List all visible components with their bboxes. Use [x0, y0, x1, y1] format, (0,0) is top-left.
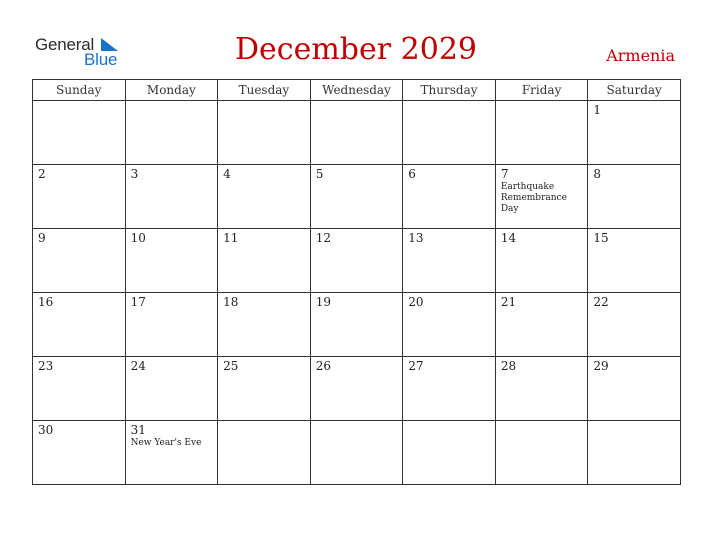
day-number: 18	[223, 295, 239, 309]
day-cell-content	[403, 229, 495, 291]
day-cell-content	[126, 293, 218, 355]
day-cell	[495, 357, 588, 421]
day-cell-content	[588, 165, 680, 227]
day-number: 1	[593, 103, 602, 117]
day-cell-content	[403, 293, 495, 355]
page-title: December 2029	[235, 32, 477, 67]
day-number: 16	[38, 295, 54, 309]
day-number: 8	[593, 167, 602, 181]
day-cell	[310, 421, 403, 485]
day-cell-content	[496, 293, 588, 355]
day-cell	[588, 357, 681, 421]
week-row	[33, 165, 681, 229]
day-cell	[33, 101, 126, 165]
week-row	[33, 293, 681, 357]
weekday-header-saturday: Saturday	[588, 80, 681, 101]
day-cell	[495, 229, 588, 293]
day-cell-content	[496, 421, 588, 483]
day-cell-content	[126, 357, 218, 419]
day-number: 27	[408, 359, 424, 373]
day-cell	[495, 101, 588, 165]
day-number: 24	[130, 359, 146, 373]
weekday-header-tuesday: Tuesday	[218, 80, 311, 101]
day-number: 25	[223, 359, 239, 373]
logo-word-general: General	[35, 35, 95, 54]
day-number: 28	[500, 359, 517, 373]
day-cell	[125, 101, 218, 165]
day-cell	[33, 421, 126, 485]
calendar-grid	[32, 79, 681, 485]
day-cell-content	[311, 101, 403, 163]
day-cell	[33, 357, 126, 421]
day-cell	[403, 229, 496, 293]
day-number: 14	[500, 231, 517, 245]
day-number: 15	[593, 231, 609, 245]
week-row	[33, 357, 681, 421]
day-cell	[218, 357, 311, 421]
day-cell	[310, 165, 403, 229]
day-cell-content	[588, 101, 680, 163]
week-row	[33, 101, 681, 165]
day-number: 21	[500, 295, 517, 309]
day-cell-content	[311, 229, 403, 291]
logo-word-blue: Blue	[84, 50, 118, 69]
day-cell	[218, 293, 311, 357]
day-cell-content	[496, 357, 588, 419]
day-cell-content	[33, 101, 125, 163]
day-cell-content	[311, 293, 403, 355]
day-cell	[310, 101, 403, 165]
day-cell	[588, 229, 681, 293]
day-cell	[33, 165, 126, 229]
weekday-header-wednesday: Wednesday	[310, 80, 403, 101]
day-cell-content	[496, 165, 588, 227]
day-cell	[495, 421, 588, 485]
day-cell	[588, 421, 681, 485]
weekday-header-row	[33, 80, 681, 101]
day-cell-content	[126, 165, 218, 227]
day-cell-content	[403, 421, 495, 483]
day-cell-content	[126, 101, 218, 163]
day-cell	[125, 357, 218, 421]
day-cell-content	[126, 421, 218, 483]
day-cell-content	[311, 165, 403, 227]
day-number: 5	[315, 167, 324, 181]
day-number: 22	[593, 295, 609, 309]
day-cell	[218, 165, 311, 229]
day-cell	[218, 421, 311, 485]
day-number: 20	[408, 295, 424, 309]
day-number: 7	[500, 167, 509, 181]
day-cell	[218, 101, 311, 165]
day-number: 13	[408, 231, 424, 245]
day-number: 31	[130, 423, 146, 437]
day-cell	[588, 101, 681, 165]
day-number: 10	[130, 231, 146, 245]
day-cell-content	[311, 421, 403, 483]
country-label: Armenia	[606, 46, 675, 65]
day-cell-content	[403, 357, 495, 419]
week-row	[33, 229, 681, 293]
weekday-header-sunday: Sunday	[33, 80, 126, 101]
day-cell	[125, 293, 218, 357]
day-cell	[310, 357, 403, 421]
holiday-label: Earthquake Remembrance Day	[500, 182, 567, 214]
day-number: 23	[38, 359, 54, 373]
day-cell-content	[33, 165, 125, 227]
day-cell	[588, 165, 681, 229]
day-cell	[33, 293, 126, 357]
day-cell-content	[33, 421, 125, 483]
day-cell	[495, 165, 588, 229]
day-cell-content	[588, 229, 680, 291]
day-number: 6	[408, 167, 416, 181]
day-number: 26	[315, 359, 331, 373]
day-cell-content	[403, 101, 495, 163]
day-number: 29	[593, 359, 609, 373]
day-cell	[125, 421, 218, 485]
day-number: 30	[38, 423, 54, 437]
day-number: 17	[130, 295, 146, 309]
day-cell	[403, 293, 496, 357]
day-number: 9	[38, 231, 46, 245]
holiday-label: New Year's Eve	[130, 438, 202, 448]
day-cell	[125, 229, 218, 293]
day-cell	[495, 293, 588, 357]
weekday-header-thursday: Thursday	[403, 80, 496, 101]
day-cell-content	[218, 293, 310, 355]
day-cell-content	[588, 293, 680, 355]
day-cell-content	[496, 101, 588, 163]
day-cell	[403, 357, 496, 421]
day-number: 2	[38, 167, 46, 181]
day-number: 4	[223, 167, 231, 181]
day-cell	[125, 165, 218, 229]
day-cell-content	[403, 165, 495, 227]
day-cell-content	[588, 421, 680, 483]
day-cell	[218, 229, 311, 293]
day-number: 12	[315, 231, 331, 245]
week-row	[33, 421, 681, 485]
day-number: 11	[223, 231, 239, 245]
day-cell-content	[218, 421, 310, 483]
day-number: 19	[315, 295, 331, 309]
day-cell	[310, 229, 403, 293]
day-cell-content	[33, 357, 125, 419]
day-cell-content	[218, 101, 310, 163]
day-cell	[403, 101, 496, 165]
day-cell-content	[496, 229, 588, 291]
day-cell-content	[588, 357, 680, 419]
day-cell	[403, 421, 496, 485]
day-cell	[310, 293, 403, 357]
day-cell-content	[218, 357, 310, 419]
day-cell	[588, 293, 681, 357]
day-cell	[33, 229, 126, 293]
weekday-header-friday: Friday	[495, 80, 588, 101]
day-cell-content	[218, 229, 310, 291]
day-cell-content	[33, 293, 125, 355]
day-cell-content	[218, 165, 310, 227]
day-cell	[403, 165, 496, 229]
day-cell-content	[33, 229, 125, 291]
day-cell-content	[126, 229, 218, 291]
weekday-header-monday: Monday	[125, 80, 218, 101]
day-cell-content	[311, 357, 403, 419]
day-number: 3	[130, 167, 139, 181]
